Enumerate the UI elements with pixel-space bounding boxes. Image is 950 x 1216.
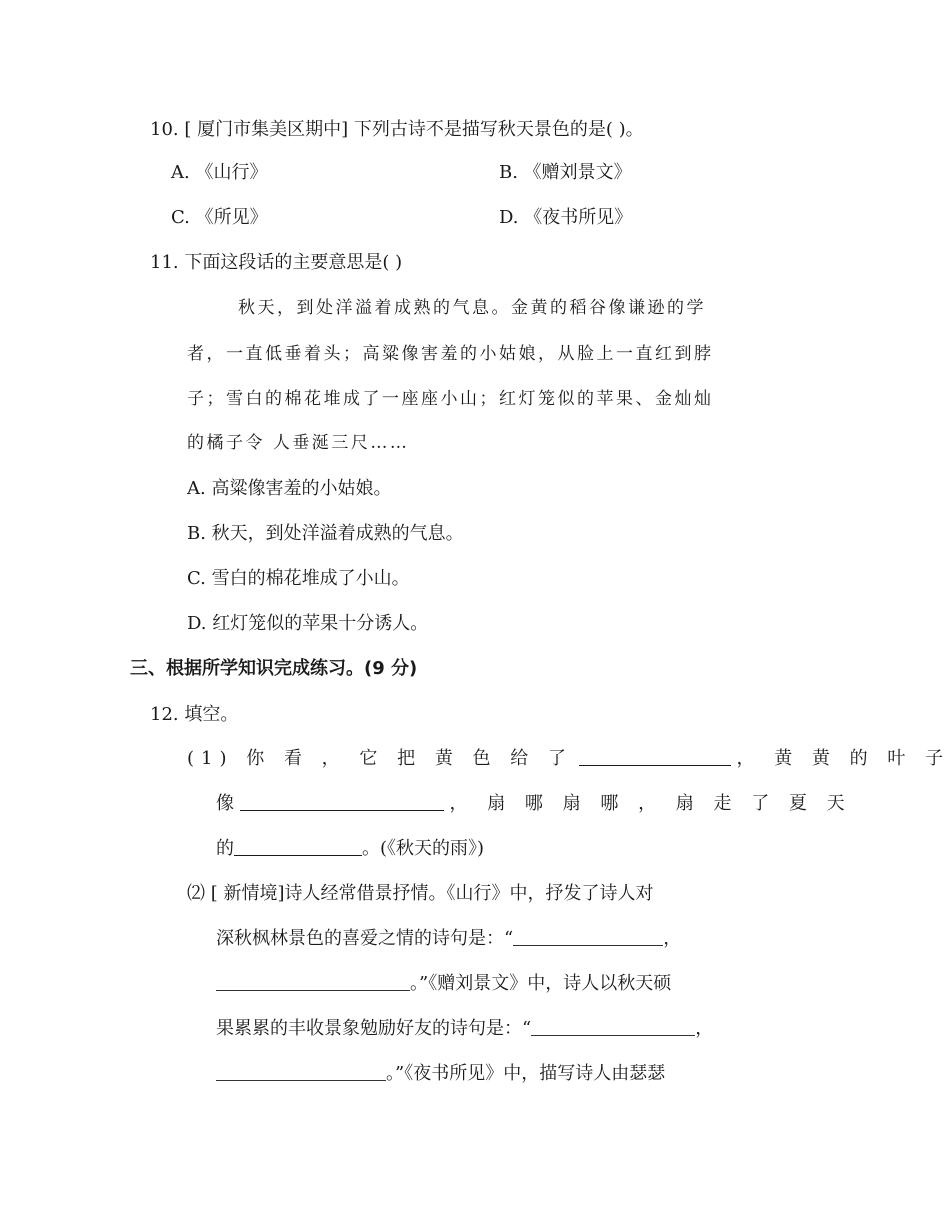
q12-p1-text-f: 。(《秋天的雨》) <box>362 838 485 859</box>
q12-p2-text-e: 果累累的丰收景象勉励好友的诗句是：“ <box>216 1018 532 1039</box>
section-3-title: 三、根据所学知识完成练习。(9 分) <box>130 658 418 679</box>
q12-p2-line-5 <box>216 1062 665 1086</box>
q12-p1-blank-1[interactable] <box>579 747 731 766</box>
q12-p1-text-b: ， 黄 黄 的 叶 子 <box>736 748 950 769</box>
q12-p2-line-2 <box>216 927 681 951</box>
q12-p1-line-1 <box>187 747 950 771</box>
q12-p1-text-e: 的 <box>216 838 234 859</box>
q11-stem: 11. 下面这段话的主要意思是( ) <box>150 252 403 273</box>
q12-stem: 12. 填空。 <box>150 704 239 725</box>
q10-option-c: C. 《所见》 <box>171 207 268 228</box>
q12-p2-blank-1[interactable] <box>513 928 663 946</box>
q10-option-d: D. 《夜书所见》 <box>499 207 633 228</box>
q12-p1-line-3 <box>216 837 484 861</box>
q11-option-d: D. 红灯笼似的苹果十分诱人。 <box>187 613 429 634</box>
q12-p2-text-d: 。”《赠刘景文》中，诗人以秋天硕 <box>410 973 672 994</box>
q10-stem: 10. [ 厦门市集美区期中] 下列古诗不是描写秋天景色的是( )。 <box>150 119 644 140</box>
q12-p2-text-b: 深秋枫林景色的喜爱之情的诗句是：“ <box>216 928 514 949</box>
q12-p1-line-2 <box>216 792 852 816</box>
q12-p1-blank-2[interactable] <box>240 792 444 811</box>
q10-option-a: A. 《山行》 <box>171 162 268 183</box>
q12-p1-text-c: 像 <box>216 793 234 814</box>
q12-p2-text-c: ， <box>663 928 682 949</box>
q12-p2-line-4 <box>216 1017 713 1041</box>
q12-p2-blank-4[interactable] <box>216 1063 386 1081</box>
q12-p1-text-a: (1) 你 看 ， 它 把 黄 色 给 了 <box>187 748 573 769</box>
q12-p1-blank-3[interactable] <box>234 837 362 856</box>
q11-option-b: B. 秋天，到处洋溢着成熟的气息。 <box>187 523 464 544</box>
q11-option-c: C. 雪白的棉花堆成了小山。 <box>187 568 410 589</box>
q12-p2-blank-3[interactable] <box>531 1018 695 1036</box>
q12-p2-text-g: 。”《夜书所见》中，描写诗人由瑟瑟 <box>386 1063 666 1084</box>
q11-option-a: A. 高粱像害羞的小姑娘。 <box>187 478 392 499</box>
q11-passage-line-1: 秋天，到处洋溢着成熟的气息。金黄的稻谷像谦逊的学 <box>238 298 706 318</box>
q11-passage-line-4: 的橘子令 人垂涎三尺…… <box>187 433 410 453</box>
q12-p2-blank-2[interactable] <box>216 973 410 991</box>
q11-passage-line-3: 子；雪白的棉花堆成了一座座小山；红灯笼似的苹果、金灿灿 <box>187 389 714 409</box>
q12-p2-text-f: ， <box>695 1018 714 1039</box>
q12-p2-line-1: ⑵ [ 新情境]诗人经常借景抒情。《山行》中，抒发了诗人对 <box>187 883 654 904</box>
q12-p2-line-3 <box>216 972 671 996</box>
q12-p1-text-d: ， 扇 哪 扇 哪 ， 扇 走 了 夏 天 <box>449 793 852 814</box>
q11-passage-line-2: 者，一直低垂着头；高粱像害羞的小姑娘，从脸上一直红到脖 <box>187 344 714 364</box>
q10-option-b: B. 《赠刘景文》 <box>499 162 632 183</box>
